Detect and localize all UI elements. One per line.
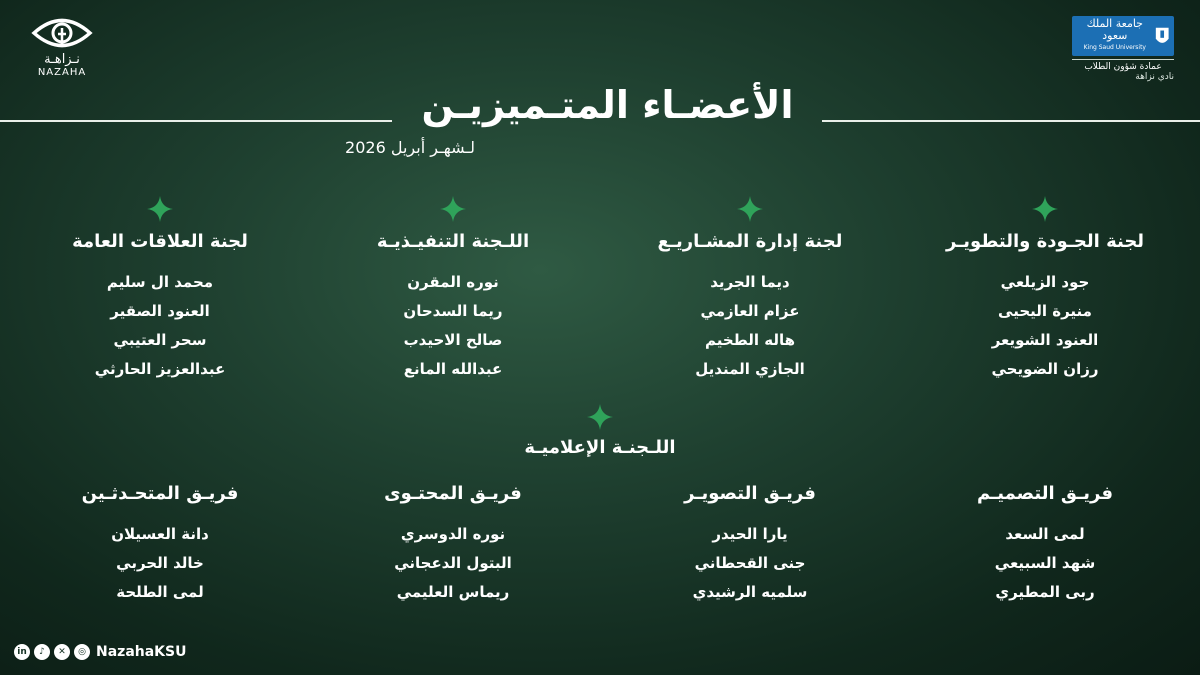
committee-public-relations — [55, 196, 265, 384]
committee-executive — [348, 196, 558, 384]
instagram-icon[interactable]: ◎ — [74, 644, 90, 660]
member-name: ربى المطيري — [995, 583, 1095, 601]
member-name: خالد الحربي — [116, 554, 204, 572]
ksu-english-name: King Saud University — [1083, 44, 1146, 51]
media-committee-header — [500, 404, 700, 460]
member-name: جنى القحطاني — [694, 554, 806, 572]
team-content — [348, 474, 558, 607]
title-divider-left — [0, 120, 392, 122]
member-name: هاله الطخيم — [704, 331, 796, 349]
page-title: الأعضـاء المتـميزيـن — [421, 83, 794, 127]
committee-quality — [940, 196, 1150, 384]
member-name: دانة العسيلان — [111, 525, 209, 543]
member-name: يارا الحيدر — [712, 525, 788, 543]
member-name: جود الزيلعي — [1000, 273, 1090, 291]
sparkle-icon — [440, 196, 466, 222]
member-name: شهد السبيعي — [994, 554, 1096, 572]
committee-title: لجنة الجـودة والتطويـر — [945, 231, 1145, 252]
committee-title: لجنة إدارة المشـاريـع — [657, 231, 843, 252]
member-name: نوره المقرن — [407, 273, 499, 291]
member-list — [940, 520, 1150, 607]
title-divider-right — [822, 120, 1200, 122]
eye-icon — [31, 14, 93, 52]
member-list — [645, 520, 855, 607]
ksu-badge — [1072, 16, 1174, 56]
ksu-arabic-name: جامعة الملك سعود — [1086, 17, 1143, 42]
tiktok-icon[interactable]: ♪ — [34, 644, 50, 660]
ksu-badge-text — [1076, 18, 1154, 54]
sparkle-icon — [1032, 196, 1058, 222]
nazaha-english-name: NAZAHA — [37, 67, 87, 78]
committee-projects — [645, 196, 855, 384]
team-photography — [645, 474, 855, 607]
member-list — [940, 268, 1150, 384]
social-footer — [14, 641, 186, 663]
page-subtitle: لـشهـر أبريل 2026 — [345, 138, 475, 157]
member-name: الجازي المنديل — [695, 360, 805, 378]
team-speakers — [55, 474, 265, 607]
linkedin-icon[interactable]: in — [14, 644, 30, 660]
sparkle-icon — [147, 196, 173, 222]
member-name: ريما السدحان — [403, 302, 503, 320]
member-list — [645, 268, 855, 384]
member-name: عبدالله المانع — [403, 360, 503, 378]
member-name: البتول الدعجاني — [394, 554, 512, 572]
nazaha-logo — [22, 14, 102, 84]
media-committee-title: اللـجنـة الإعلاميـة — [524, 437, 676, 458]
member-name: العنود الشويعر — [991, 331, 1099, 349]
team-title: فريـق المتحـدثـين — [81, 483, 239, 504]
team-title: فريـق التصويـر — [684, 483, 816, 504]
member-name: صالح الاحيدب — [403, 331, 503, 349]
team-design — [940, 474, 1150, 607]
nazaha-arabic-name: نـزاهـة — [44, 52, 80, 67]
member-name: ديما الجريد — [710, 273, 790, 291]
member-name: العنود الصقير — [110, 302, 210, 320]
ksu-club-name: نادي نزاهة — [1135, 72, 1174, 82]
social-handle[interactable]: NazahaKSU — [96, 644, 187, 660]
ksu-department: عمادة شؤون الطلاب — [1072, 59, 1174, 72]
ksu-crest-icon — [1154, 23, 1170, 49]
member-name: عزام العازمي — [700, 302, 800, 320]
member-name: رزان الضويحي — [991, 360, 1099, 378]
sparkle-icon — [737, 196, 763, 222]
member-name: لمى الطلحة — [116, 583, 204, 601]
member-list — [55, 520, 265, 607]
member-list — [348, 268, 558, 384]
member-list — [55, 268, 265, 384]
team-title: فريـق التصميـم — [976, 483, 1114, 504]
member-name: عبدالعزيز الحارثي — [94, 360, 226, 378]
x-icon[interactable]: ✕ — [54, 644, 70, 660]
member-list — [348, 520, 558, 607]
member-name: نوره الدوسري — [400, 525, 506, 543]
member-name: منيرة اليحيى — [998, 302, 1092, 320]
sparkle-icon — [587, 404, 613, 430]
member-name: سحر العتيبي — [113, 331, 207, 349]
committee-title: لجنة العلاقات العامة — [72, 231, 248, 252]
committee-title: اللـجنة التنفيـذيـة — [376, 231, 530, 252]
team-title: فريـق المحتـوى — [384, 483, 522, 504]
member-name: سلميه الرشيدي — [692, 583, 808, 601]
member-name: محمد ال سليم — [106, 273, 214, 291]
ksu-logo — [1072, 16, 1182, 86]
member-name: ريماس العليمي — [396, 583, 510, 601]
member-name: لمى السعد — [1005, 525, 1085, 543]
